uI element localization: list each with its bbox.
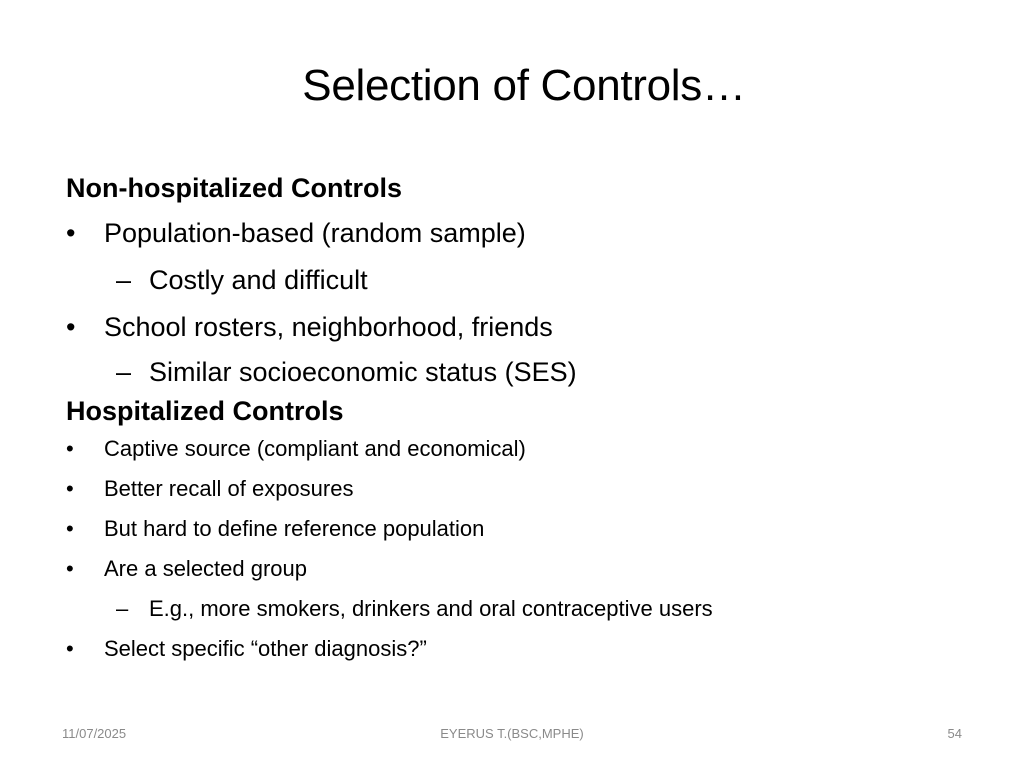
bullet-marker: • — [66, 218, 76, 248]
sub-bullet-text: Costly and difficult — [149, 265, 368, 295]
bullet-item — [66, 210, 966, 257]
sub-bullet-item — [66, 589, 966, 629]
bullet-item — [66, 429, 966, 469]
sub-bullet-text: E.g., more smokers, drinkers and oral contraceptive users — [149, 596, 713, 621]
dash-marker: – — [116, 596, 129, 621]
section-heading-non-hospitalized: Non-hospitalized Controls — [66, 173, 402, 203]
bullet-marker: • — [66, 476, 74, 501]
bullet-item — [66, 469, 966, 509]
bullet-text: Better recall of exposures — [104, 476, 354, 501]
section-heading-hospitalized: Hospitalized Controls — [66, 396, 344, 426]
slide-body — [66, 166, 966, 669]
bullet-marker: • — [66, 636, 74, 661]
slide-number: 54 — [947, 726, 962, 741]
bullet-marker: • — [66, 312, 76, 342]
bullet-marker: • — [66, 556, 74, 581]
bullet-text: Select specific “other diagnosis?” — [104, 636, 427, 661]
footer-author: EYERUS T.(BSC,MPHE) — [440, 726, 584, 741]
bullet-text: School rosters, neighborhood, friends — [104, 312, 553, 342]
footer-date: 11/07/2025 — [62, 726, 127, 741]
bullet-item — [66, 304, 966, 351]
bullet-text: But hard to define reference population — [104, 516, 485, 541]
dash-marker: – — [116, 265, 132, 295]
bullet-marker: • — [66, 436, 74, 461]
bullet-text: Population-based (random sample) — [104, 218, 526, 248]
sub-bullet-item — [66, 351, 966, 393]
bullet-item — [66, 549, 966, 589]
bullet-item — [66, 509, 966, 549]
dash-marker: – — [116, 357, 132, 387]
bullet-item — [66, 629, 966, 669]
sub-bullet-text: Similar socioeconomic status (SES) — [149, 357, 577, 387]
bullet-marker: • — [66, 516, 74, 541]
bullet-text: Captive source (compliant and economical) — [104, 436, 526, 461]
sub-bullet-item — [66, 257, 966, 304]
slide-title: Selection of Controls… — [302, 61, 746, 110]
bullet-text: Are a selected group — [104, 556, 308, 581]
